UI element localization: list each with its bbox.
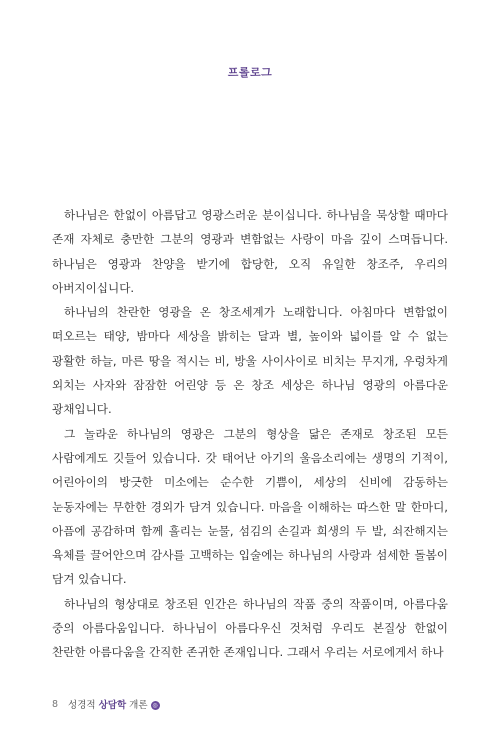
body-text bbox=[52, 203, 448, 665]
circle-mark-icon: ◎ bbox=[152, 702, 158, 709]
page-number: 8 bbox=[52, 698, 59, 710]
paragraph-4: 하나님의 형상대로 창조된 인간은 하나님의 작품 중의 작품이며, 아름다움 중의 아름다움입니다. 하나님이 아름다우신 것처럼 우리도 본질상 한없이 찬란한 아름다움을 간직한 존귀한 존재입니다. 그래서 우리는 서로에게서 하나 bbox=[52, 596, 448, 660]
chapter-title: 프롤로그 bbox=[227, 66, 273, 79]
book-title-suffix: 개론 bbox=[126, 700, 148, 711]
paragraph-1: 하나님은 한없이 아름답고 영광스러운 분이십니다. 하나님을 묵상할 때마다 존재 자체로 충만한 그분의 영광과 변함없는 사랑이 마음 깊이 스며듭니다. 하나님은 영광과 찬양을 받기에 합당한, 오직 유일한 창조주, 우리의 아버지이십니다. bbox=[52, 208, 448, 295]
paragraph-3: 그 놀라운 하나님의 영광은 그분의 형상을 닮은 존재로 창조된 모든 사람에게도 깃들어 있습니다. 갓 태어난 아기의 울음소리에는 생명의 기적이, 어린아이의 방긋한 미소에는 순수한 기쁨이, 세상의 신비에 감동하는 눈동자에는 무한한 경외가 담겨 있습니다. 마음을 이해하는 따스한 말 한마디, 아픔에 공감하며 함께 흘리는 눈물, 섬김의 손길과 희생의 두 발, 쇠잔해지는 육체를 끌어안으며 감사를 고백하는 입술에는 하나님의 사랑과 섬세한 돌봄이 담겨 있습니다. bbox=[52, 426, 448, 587]
book-title bbox=[68, 697, 159, 711]
book-title-prefix: 성경적 bbox=[68, 700, 99, 711]
book-title-accent: 상담학 bbox=[98, 700, 127, 711]
page-footer bbox=[52, 697, 160, 711]
paragraph-2: 하나님의 찬란한 영광을 온 창조세계가 노래합니다. 아침마다 변함없이 떠오르는 태양, 밤마다 세상을 밝히는 달과 별, 높이와 넓이를 알 수 없는 광활한 하늘, 마른 땅을 적시는 비, 방울 사이사이로 비치는 무지개, 우렁차게 외치는 사자와 잠잠한 어린양 등 온 창조 세상은 하나님 영광의 아름다운 광채입니다. bbox=[52, 305, 448, 417]
